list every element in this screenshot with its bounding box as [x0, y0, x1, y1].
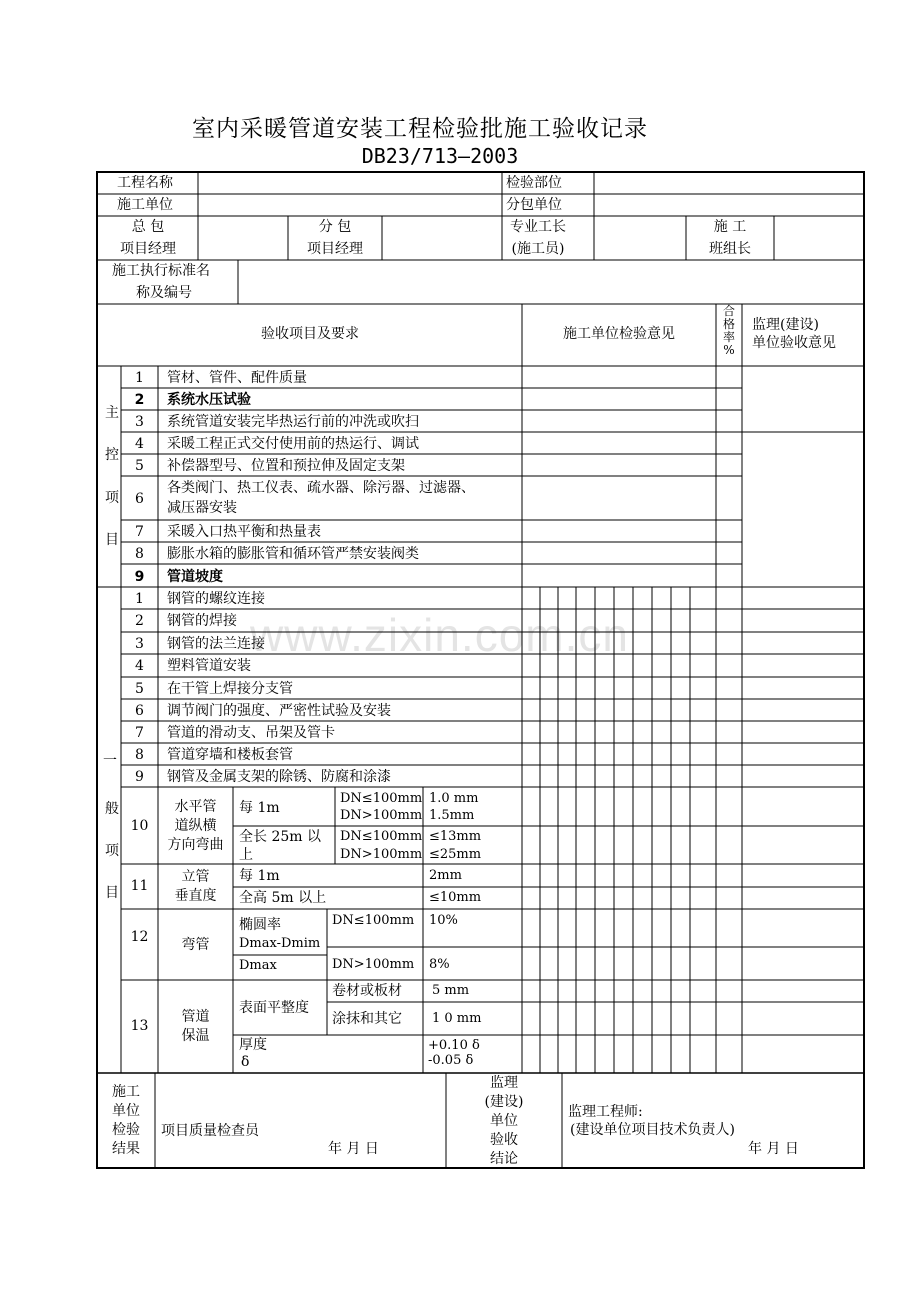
item13-coating-tol: 1 0 mm [432, 1011, 482, 1026]
item-text: 膨胀水箱的膨胀管和循环管严禁安装阀类 [167, 546, 419, 562]
footer-supervision-4: 验收 [490, 1132, 518, 1148]
main-control-label-2: 控 [105, 447, 119, 463]
item-no: 11 [130, 878, 149, 894]
label-sub-manager-1: 分 包 [318, 219, 352, 235]
item10-full-tol-small: ≤13mm [429, 829, 482, 844]
item-no: 8 [135, 546, 144, 562]
col-supervisor-2: 单位验收意见 [752, 335, 836, 351]
item10-name-2: 道纵横 [174, 818, 217, 834]
construction-unit-field[interactable] [199, 196, 501, 216]
label-project-name: 工程名称 [117, 175, 173, 191]
item12-name: 弯管 [181, 937, 210, 953]
document-title: 室内采暖管道安装工程检验批施工验收记录 [192, 116, 648, 142]
item13-thickness: 厚度 [239, 1037, 267, 1053]
col-pass-rate: 合 格 率 % [722, 304, 735, 357]
standard-field[interactable] [239, 262, 863, 304]
item-no: 1 [135, 591, 144, 607]
subcontract-unit-field[interactable] [595, 196, 863, 216]
item10-full-tol-large: ≤25mm [429, 847, 482, 862]
main-control-label-3: 项 [105, 490, 119, 506]
item13-coating: 涂抹和其它 [332, 1011, 402, 1027]
item13-thickness-symbol: δ [241, 1054, 250, 1070]
col-unit-opinion: 施工单位检验意见 [563, 326, 675, 342]
label-inspection-part: 检验部位 [506, 175, 562, 191]
footer-date-right: 年 月 日 [748, 1141, 799, 1157]
item10-tol-large: 1.5mm [429, 808, 475, 823]
item-no: 2 [134, 392, 145, 408]
item10-full-length-1: 全长 25m 以 [239, 829, 321, 845]
item-text: 系统水压试验 [167, 392, 251, 408]
footer-unit-result-4: 结果 [112, 1141, 140, 1157]
footer-supervision-1: 监理 [490, 1075, 518, 1091]
item-text: 采暖工程正式交付使用前的热运行、调试 [167, 436, 419, 452]
item-text: 钢管的焊接 [167, 613, 237, 629]
item12-dn-large-tol: 8% [429, 957, 450, 972]
general-label-2: 般 [105, 801, 119, 817]
item-no: 7 [135, 725, 144, 741]
label-construction-unit: 施工单位 [117, 197, 173, 213]
item-text: 各类阀门、热工仪表、疏水器、除污器、过滤器、 [167, 480, 475, 496]
item-no: 3 [135, 636, 144, 652]
footer-supervision-3: 单位 [490, 1113, 518, 1129]
label-foreman-1: 专业工长 [510, 219, 566, 235]
item-no: 10 [130, 818, 149, 834]
footer-date-left: 年 月 日 [328, 1141, 379, 1157]
col-supervisor-1: 监理(建设) [752, 317, 819, 333]
item11-name-1: 立管 [181, 869, 210, 885]
label-standard-2: 称及编号 [136, 285, 192, 301]
project-name-field[interactable] [199, 174, 501, 194]
item-no: 7 [135, 524, 144, 540]
item11-full-height-tol: ≤10mm [429, 890, 482, 905]
item13-flatness: 表面平整度 [239, 1000, 309, 1016]
label-subcontract-unit: 分包单位 [506, 197, 562, 213]
item-text: 管材、管件、配件质量 [167, 370, 307, 386]
label-foreman-2: (施工员) [511, 241, 565, 257]
label-gc-manager-1: 总 包 [131, 219, 165, 235]
item-no: 9 [134, 569, 145, 585]
item10-dn-large: DN>100mm [340, 808, 423, 823]
item12-dn-large: DN>100mm [332, 957, 415, 972]
item13-name-1: 管道 [181, 1009, 210, 1025]
item-text: 补偿器型号、位置和预拉伸及固定支架 [167, 458, 405, 474]
item-no: 5 [135, 681, 144, 697]
item-no: 2 [135, 613, 144, 629]
footer-supervisor-note: (建设单位项目技术负责人) [570, 1122, 735, 1138]
item-no: 6 [135, 491, 144, 507]
item-text: 管道穿墙和楼板套管 [167, 747, 293, 763]
item-no: 1 [135, 370, 144, 386]
footer-supervision-2: (建设) [484, 1094, 524, 1110]
label-sub-manager-2: 项目经理 [307, 241, 363, 257]
item-text: 管道坡度 [167, 569, 223, 585]
item10-full-dn-small: DN≤100mm [340, 829, 423, 844]
item11-per-meter: 每 1m [239, 868, 280, 884]
item-no: 9 [135, 769, 144, 785]
item-no: 6 [135, 703, 144, 719]
general-label-4: 目 [105, 885, 119, 901]
item10-tol-small: 1.0 mm [429, 791, 479, 806]
item-no: 5 [135, 458, 144, 474]
item10-per-meter: 每 1m [239, 800, 280, 816]
watermark: www.zixin.com.cn [250, 609, 629, 661]
item-text: 管道的滑动支、吊架及管卡 [167, 725, 335, 741]
item13-roll-board-tol: 5 mm [432, 983, 470, 998]
label-team-leader-2: 班组长 [709, 241, 751, 257]
item-text: 钢管的螺纹连接 [167, 591, 265, 607]
item10-name-1: 水平管 [174, 799, 217, 815]
label-standard-1: 施工执行标准名 [112, 263, 210, 279]
footer-supervising-engineer: 监理工程师: [568, 1104, 643, 1120]
item13-thickness-tol-plus: +0.10 δ [428, 1038, 480, 1053]
item-text: 钢管的法兰连接 [167, 636, 265, 652]
col-items-requirements: 验收项目及要求 [261, 326, 359, 342]
main-control-label-4: 目 [105, 532, 119, 548]
item-text-line2: 减压器安装 [167, 500, 237, 516]
item12-formula-top: Dmax-Dmim [239, 936, 321, 951]
item-no: 8 [135, 747, 144, 763]
item-text: 在干管上焊接分支管 [167, 681, 293, 697]
item-no: 13 [130, 1018, 149, 1034]
item10-dn-small: DN≤100mm [340, 791, 423, 806]
item-text: 系统管道安装完毕热运行前的冲洗或吹扫 [167, 414, 419, 430]
item12-dn-small: DN≤100mm [332, 913, 415, 928]
item13-name-2: 保温 [181, 1028, 210, 1044]
item-text: 钢管及金属支架的除锈、防腐和涂漆 [167, 769, 391, 785]
label-team-leader-1: 施 工 [713, 219, 747, 235]
item11-per-meter-tol: 2mm [429, 868, 462, 883]
item11-name-2: 垂直度 [174, 888, 217, 904]
footer-unit-result-1: 施工 [112, 1084, 140, 1100]
label-gc-manager-2: 项目经理 [120, 241, 176, 257]
item11-full-height: 全高 5m 以上 [239, 890, 327, 906]
item-text: 调节阀门的强度、严密性试验及安装 [167, 703, 391, 719]
footer-unit-result-2: 单位 [112, 1103, 140, 1119]
item13-roll-board: 卷材或板材 [332, 983, 402, 999]
standard-code: DB23/713—2003 [361, 144, 519, 168]
item-no: 4 [135, 658, 144, 674]
footer-inspector-label: 项目质量检查员 [161, 1123, 259, 1139]
item12-formula-bottom: Dmax [239, 958, 277, 973]
item-no: 3 [135, 414, 144, 430]
item-no: 4 [135, 436, 144, 452]
item13-thickness-tol-minus: -0.05 δ [428, 1053, 474, 1068]
item10-full-dn-large: DN>100mm [340, 847, 423, 862]
footer-unit-result-3: 检验 [112, 1122, 140, 1138]
item-no: 12 [130, 929, 149, 945]
general-label-3: 项 [105, 843, 119, 859]
general-label-1: 一 [103, 753, 117, 769]
main-control-label-1: 主 [105, 405, 119, 421]
item12-dn-small-tol: 10% [429, 913, 458, 928]
item12-ovality: 椭圆率 [239, 917, 281, 933]
item-text: 采暖入口热平衡和热量表 [167, 524, 321, 540]
item-text: 塑料管道安装 [167, 658, 251, 674]
item10-full-length-2: 上 [239, 847, 253, 863]
item10-name-3: 方向弯曲 [167, 837, 224, 853]
footer-supervision-5: 结论 [490, 1151, 518, 1167]
inspection-part-field[interactable] [595, 174, 863, 194]
